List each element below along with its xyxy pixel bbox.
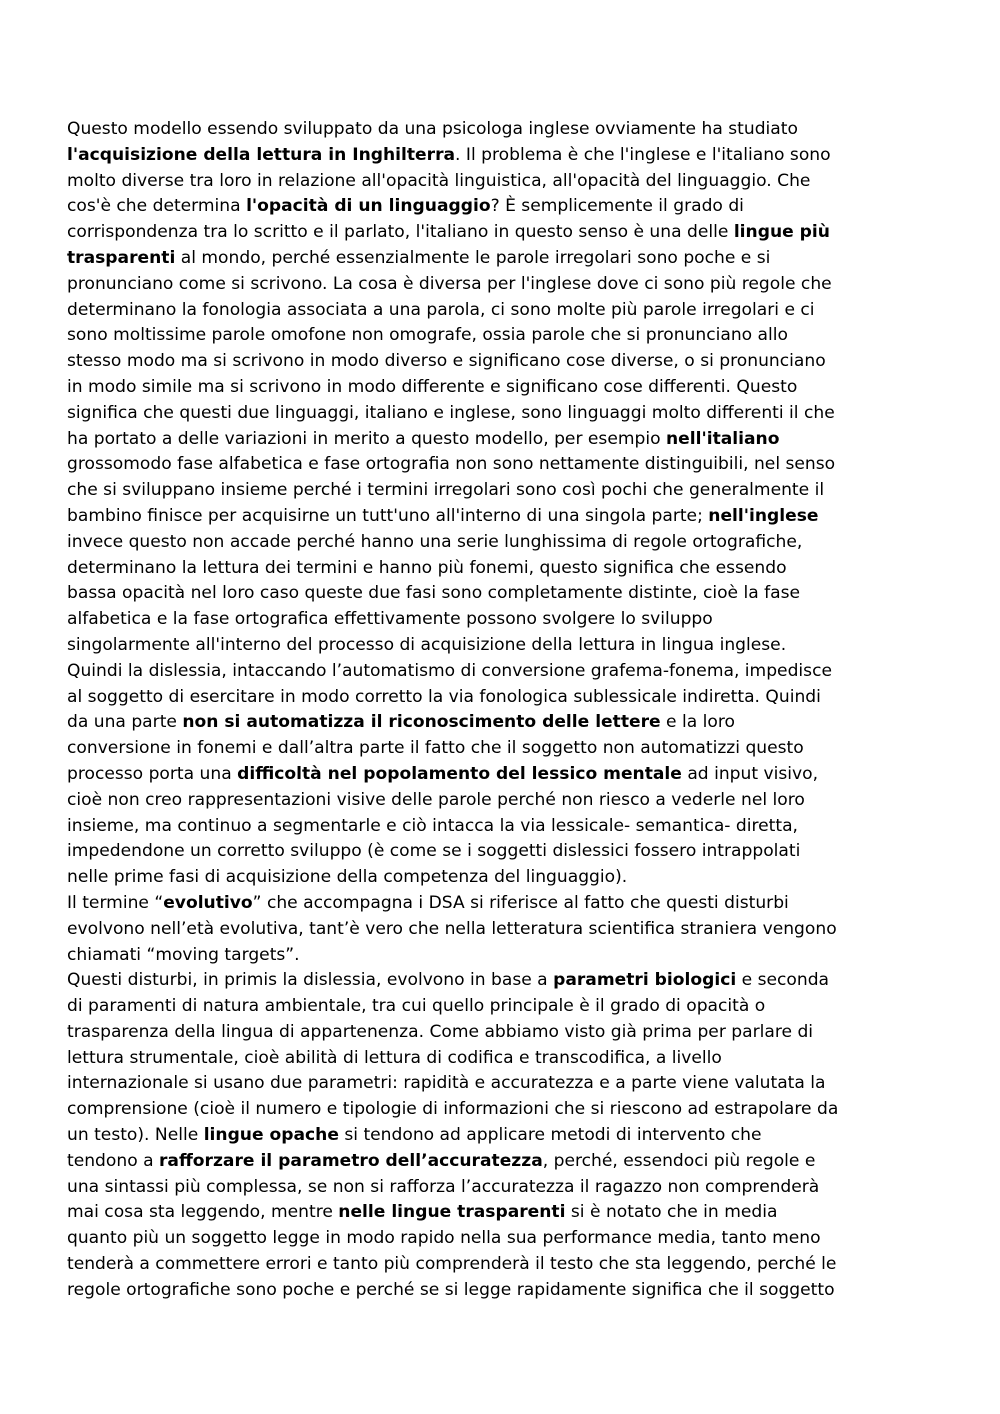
text-line (67, 143, 903, 169)
text-run: grossomodo fase alfabetica e fase ortografia non sono nettamente distinguibili, nel senso (67, 454, 836, 475)
text-run: che si sviluppano insieme perché i termini irregolari sono così pochi che generalmente il (67, 480, 825, 501)
text-run: determinano la fonologia associata a una parola, ci sono molte più parole irregolari e ci (67, 299, 815, 320)
text-line (67, 788, 903, 814)
text-line (67, 1046, 903, 1072)
text-run: Il termine “ (67, 892, 164, 913)
text-line (67, 298, 903, 324)
text-run: insieme, ma continuo a segmentarle e ciò intacca la via lessicale- semantica- diretta, (67, 815, 798, 836)
text-line (67, 917, 903, 943)
text-run: un testo). Nelle (67, 1125, 204, 1146)
text-run: . Il problema è che l'inglese e l'italiano sono (455, 144, 831, 165)
text-run: impedendone un corretto sviluppo (è come se i soggetti dislessici fossero intrappolati (67, 841, 801, 862)
text-line (67, 375, 903, 401)
text-line (67, 349, 903, 375)
text-line (67, 1097, 903, 1123)
text-line (67, 968, 903, 994)
bold-text: nelle lingue trasparenti (338, 1202, 566, 1223)
text-line (67, 839, 903, 865)
text-line (67, 220, 903, 246)
text-run: processo porta una (67, 763, 238, 784)
text-line (67, 994, 903, 1020)
text-run: tenderà a commettere errori e tanto più comprenderà il testo che sta leggendo, perché le (67, 1254, 837, 1275)
text-run: Questi disturbi, in primis la dislessia, evolvono in base a (67, 970, 554, 991)
text-line (67, 194, 903, 220)
text-run: ? È semplicemente il grado di (490, 196, 744, 217)
text-line (67, 891, 903, 917)
text-run: Quindi la dislessia, intaccando l’automatismo di conversione grafema-fonema, impedisce (67, 660, 832, 681)
text-run: al soggetto di esercitare in modo corretto la via fonologica sublessicale indiretta. Quindi (67, 686, 821, 707)
text-line (67, 452, 903, 478)
bold-text: lingue più (733, 222, 830, 243)
text-line (67, 685, 903, 711)
text-run: alfabetica e la fase ortografica effettivamente possono svolgere lo sviluppo (67, 609, 713, 630)
text-run: cos'è che determina (67, 196, 247, 217)
text-run: trasparenza della lingua di appartenenza. Come abbiamo visto già prima per parlare di (67, 1021, 814, 1042)
text-line (67, 1200, 903, 1226)
text-run: conversione in fonemi e dall’altra parte il fatto che il soggetto non automatizzi questo (67, 738, 804, 759)
text-run: pronunciano come si scrivono. La cosa è diversa per l'inglese dove ci sono più regole che (67, 273, 832, 294)
bold-text: nell'italiano (666, 428, 780, 449)
text-line (67, 1252, 903, 1278)
text-run: bambino finisce per acquisirne un tutt'uno all'interno di una singola parte; (67, 505, 709, 526)
text-line (67, 1149, 903, 1175)
bold-text: non si automatizza il riconoscimento delle lettere (182, 712, 661, 733)
text-run: tendono a (67, 1150, 159, 1171)
text-run: si tendono ad applicare metodi di intervento che (338, 1125, 762, 1146)
text-run: corrispondenza tra lo scritto e il parlato, l'italiano in questo senso è una delle (67, 222, 734, 243)
text-line (67, 169, 903, 195)
text-line (67, 401, 903, 427)
bold-text: nell'inglese (708, 505, 819, 526)
bold-text: difficoltà nel popolamento del lessico mentale (237, 763, 682, 784)
bold-text: rafforzare il parametro dell’accuratezza (159, 1150, 543, 1171)
text-run: di paramenti di natura ambientale, tra cui quello principale è il grado di opacità o (67, 996, 766, 1017)
text-line (67, 556, 903, 582)
bold-text: trasparenti (67, 247, 176, 268)
text-run: ” che accompagna i DSA si riferisce al fatto che questi disturbi (252, 892, 789, 913)
bold-text: lingue opache (203, 1125, 339, 1146)
text-line (67, 865, 903, 891)
text-line (67, 659, 903, 685)
text-run: molto diverse tra loro in relazione all'opacità linguistica, all'opacità del linguaggio. Che (67, 170, 811, 191)
bold-text: l'acquisizione della lettura in Inghilterra (67, 144, 456, 165)
text-run: quanto più un soggetto legge in modo rapido nella sua performance media, tanto meno (67, 1228, 821, 1249)
text-run: si è notato che in media (565, 1202, 778, 1223)
text-run: al mondo, perché essenzialmente le parole irregolari sono poche e si (175, 247, 771, 268)
text-run: e la loro (660, 712, 735, 733)
text-run: sono moltissime parole omofone non omografe, ossia parole che si pronunciano allo (67, 325, 788, 346)
text-line (67, 246, 903, 272)
text-run: invece questo non accade perché hanno una serie lunghissima di regole ortografiche, (67, 531, 803, 552)
text-line (67, 272, 903, 298)
bold-text: parametri biologici (553, 970, 737, 991)
text-line (67, 530, 903, 556)
text-line (67, 1175, 903, 1201)
text-line (67, 1278, 903, 1304)
bold-text: evolutivo (163, 892, 253, 913)
text-run: internazionale si usano due parametri: rapidità e accuratezza e a parte viene valutata la (67, 1073, 826, 1094)
text-line (67, 478, 903, 504)
text-run: cioè non creo rappresentazioni visive delle parole perché non riesco a vederle nel loro (67, 789, 805, 810)
text-run: bassa opacità nel loro caso queste due fasi sono completamente distinte, cioè la fase (67, 583, 801, 604)
text-line (67, 710, 903, 736)
text-run: comprensione (cioè il numero e tipologie di informazioni che si riescono ad estrapolare da (67, 1099, 839, 1120)
text-line (67, 1071, 903, 1097)
text-run: ad input visivo, (681, 763, 819, 784)
text-run: e seconda (736, 970, 830, 991)
text-run: mai cosa sta leggendo, mentre (67, 1202, 339, 1223)
text-run: ha portato a delle variazioni in merito a questo modello, per esempio (67, 428, 666, 449)
text-run: chiamati “moving targets”. (67, 944, 300, 965)
text-line (67, 943, 903, 969)
text-run: singolarmente all'interno del processo di acquisizione della lettura in lingua inglese. (67, 634, 787, 655)
text-line (67, 1226, 903, 1252)
text-run: regole ortografiche sono poche e perché se si legge rapidamente significa che il soggetto (67, 1279, 835, 1300)
text-run: da una parte (67, 712, 183, 733)
text-line (67, 814, 903, 840)
text-run: in modo simile ma si scrivono in modo differente e significano cose differenti. Questo (67, 376, 798, 397)
text-line (67, 633, 903, 659)
text-line (67, 1020, 903, 1046)
body-text (67, 117, 903, 1304)
text-line (67, 504, 903, 530)
text-run: una sintassi più complessa, se non si rafforza l’accuratezza il ragazzo non comprenderà (67, 1176, 820, 1197)
text-run: determinano la lettura dei termini e hanno più fonemi, questo significa che essendo (67, 557, 787, 578)
text-line (67, 736, 903, 762)
text-line (67, 607, 903, 633)
text-run: significa che questi due linguaggi, italiano e inglese, sono linguaggi molto differenti il che (67, 402, 835, 423)
text-run: evolvono nell’età evolutiva, tant’è vero che nella letteratura scientifica straniera vengono (67, 918, 837, 939)
text-line (67, 1123, 903, 1149)
text-run: stesso modo ma si scrivono in modo diverso e significano cose diverse, o si pronunciano (67, 351, 826, 372)
text-line (67, 427, 903, 453)
text-run: lettura strumentale, cioè abilità di lettura di codifica e transcodifica, a livello (67, 1047, 722, 1068)
text-line (67, 762, 903, 788)
text-run: , perché, essendoci più regole e (542, 1150, 816, 1171)
text-line (67, 323, 903, 349)
text-line (67, 581, 903, 607)
text-run: nelle prime fasi di acquisizione della competenza del linguaggio). (67, 867, 628, 888)
text-run: Questo modello essendo sviluppato da una psicologa inglese ovviamente ha studiato (67, 119, 798, 139)
bold-text: l'opacità di un linguaggio (246, 196, 491, 217)
text-line (67, 117, 903, 143)
